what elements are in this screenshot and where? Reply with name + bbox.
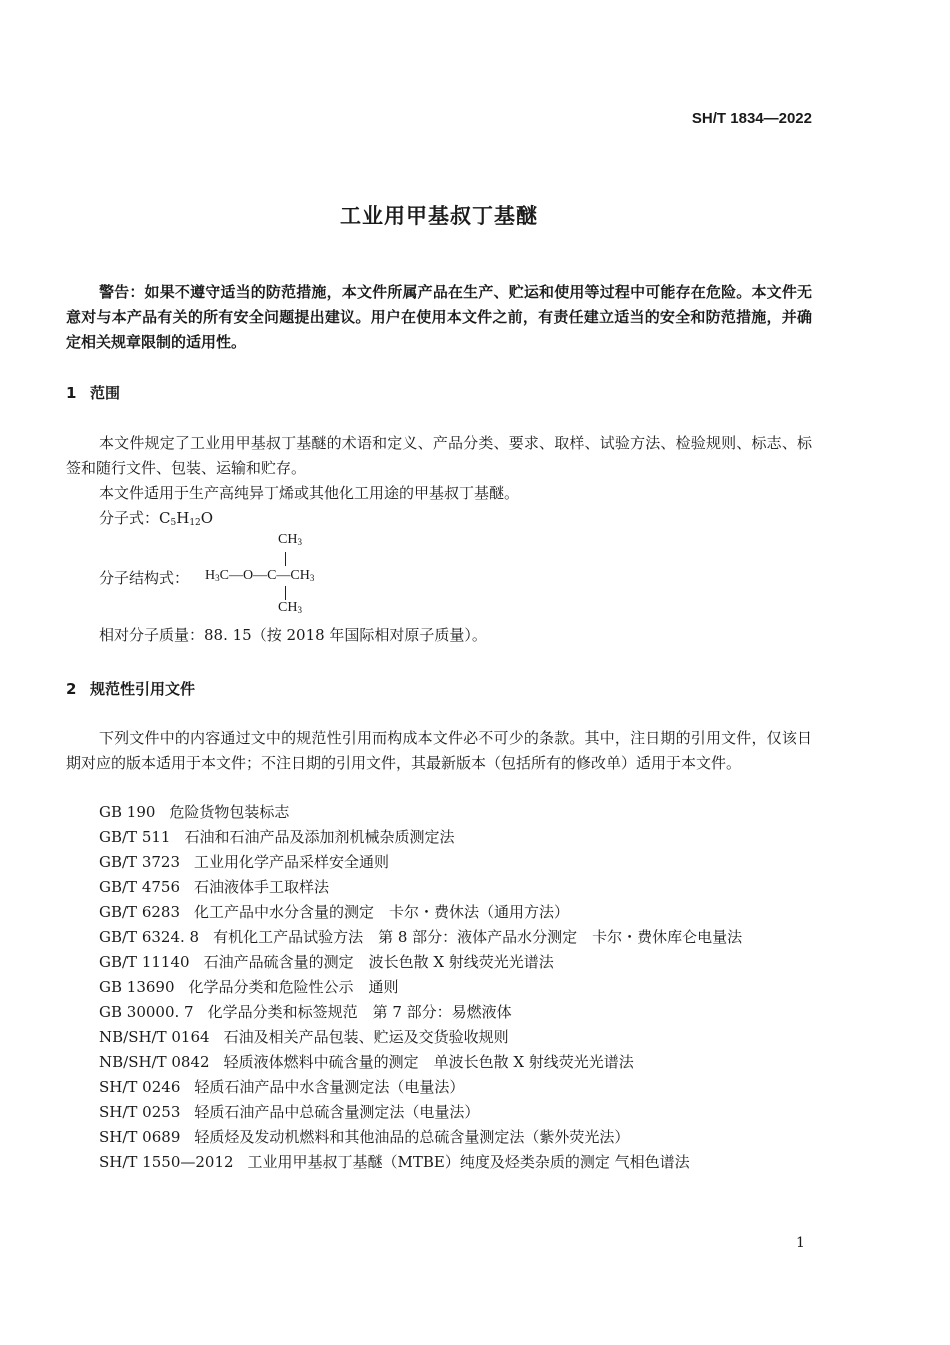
formula-h-sub: 12	[189, 518, 201, 528]
reference-item	[99, 1125, 742, 1150]
reference-code: GB/T 3723	[99, 853, 181, 871]
scope-paragraph-1: 本文件规定了工业用甲基叔丁基醚的术语和定义、产品分类、要求、取样、试验方法、检验规则、标志、标签和随行文件、包装、运输和贮存。	[66, 434, 812, 477]
molecular-formula	[99, 508, 213, 533]
reference-title: 石油产品硫含量的测定 波长色散 X 射线荧光光谱法	[203, 953, 554, 971]
reference-title: 石油及相关产品包装、贮运及交货验收规则	[223, 1028, 509, 1046]
reference-code: GB 13690	[99, 978, 175, 996]
reference-item	[99, 825, 742, 850]
reference-item	[99, 925, 742, 950]
document-title: 工业用甲基叔丁基醚	[340, 204, 538, 228]
reference-item	[99, 800, 742, 825]
reference-item	[99, 1075, 742, 1100]
warning-paragraph: 警告：如果不遵守适当的防范措施，本文件所属产品在生产、贮运和使用等过程中可能存在危险。本文件无意对与本产品有关的所有安全问题提出建议。用户在使用本文件之前，有责任建立适当的安全和防范措施，并确定相关规章限制的适用性。	[66, 283, 812, 351]
structure-bottom-methyl: $CH_3$	[278, 600, 302, 615]
reference-item	[99, 875, 742, 900]
reference-item	[99, 1100, 742, 1125]
structure-top-methyl: $CH_3$	[278, 532, 302, 547]
reference-list	[99, 800, 742, 1175]
reference-item	[99, 950, 742, 975]
reference-item	[99, 1025, 742, 1050]
reference-item	[99, 1000, 742, 1025]
reference-code: GB/T 4756	[99, 878, 181, 896]
reference-code: NB/SH/T 0164	[99, 1028, 210, 1046]
reference-title: 轻质液体燃料中硫含量的测定 单波长色散 X 射线荧光光谱法	[223, 1053, 634, 1071]
reference-title: 石油液体手工取样法	[194, 878, 330, 896]
formula-c-sub: 5	[170, 518, 177, 528]
formula-h: H	[176, 509, 190, 527]
reference-code: SH/T 0253	[99, 1103, 181, 1121]
structure-main-chain: $H_3C—O—C—CH_3$	[205, 568, 315, 583]
section-2-heading	[66, 678, 195, 699]
document-code: SH/T 1834—2022	[691, 110, 812, 127]
reference-code: NB/SH/T 0842	[99, 1053, 210, 1071]
molecular-mass: 相对分子质量：88. 15（按 2018 年国际相对原子质量）。	[99, 626, 487, 644]
formula-c: C	[159, 509, 171, 527]
reference-title: 石油和石油产品及添加剂机械杂质测定法	[184, 828, 455, 846]
references-intro: 下列文件中的内容通过文中的规范性引用而构成本文件必不可少的条款。其中，注日期的引用文件，仅该日期对应的版本适用于本文件；不注日期的引用文件，其最新版本（包括所有的修改单）适用于本文件。	[66, 729, 812, 772]
reference-title: 轻质石油产品中水含量测定法（电量法）	[194, 1078, 465, 1096]
reference-code: SH/T 1550—2012	[99, 1153, 234, 1171]
reference-title: 工业用化学产品采样安全通则	[194, 853, 390, 871]
section-1-title: 范围	[90, 384, 121, 402]
structural-formula	[205, 532, 365, 620]
reference-item	[99, 975, 742, 1000]
structure-top-bond	[285, 552, 286, 566]
section-1-heading	[66, 382, 120, 403]
reference-code: GB 190	[99, 803, 156, 821]
reference-title: 化学品分类和危险性公示 通则	[188, 978, 399, 996]
reference-code: GB/T 11140	[99, 953, 190, 971]
structure-bottom-bond	[285, 586, 286, 600]
reference-code: GB 30000. 7	[99, 1003, 194, 1021]
reference-title: 轻质烃及发动机燃料和其他油品的总硫含量测定法（紫外荧光法）	[194, 1128, 630, 1146]
reference-code: SH/T 0246	[99, 1078, 181, 1096]
reference-title: 轻质石油产品中总硫含量测定法（电量法）	[194, 1103, 480, 1121]
reference-title: 化工产品中水分含量的测定 卡尔・费休法（通用方法）	[194, 903, 570, 921]
section-2-number: 2	[66, 680, 77, 698]
section-1-number: 1	[66, 384, 77, 402]
reference-item	[99, 900, 742, 925]
scope-paragraph-2: 本文件适用于生产高纯异丁烯或其他化工用途的甲基叔丁基醚。	[99, 484, 520, 502]
reference-title: 工业用甲基叔丁基醚（MTBE）纯度及烃类杂质的测定 气相色谱法	[247, 1153, 690, 1171]
reference-code: GB/T 6283	[99, 903, 181, 921]
reference-code: GB/T 6324. 8	[99, 928, 200, 946]
reference-title: 危险货物包装标志	[169, 803, 290, 821]
reference-item	[99, 850, 742, 875]
reference-code: GB/T 511	[99, 828, 171, 846]
structure-label: 分子结构式：	[99, 569, 190, 587]
page-number: 1	[796, 1235, 805, 1251]
molecular-formula-label: 分子式：	[99, 509, 160, 527]
reference-title: 化学品分类和标签规范 第 7 部分：易燃液体	[207, 1003, 512, 1021]
section-2-title: 规范性引用文件	[90, 680, 196, 698]
reference-title: 有机化工产品试验方法 第 8 部分：液体产品水分测定 卡尔・费休库仑电量法	[213, 928, 743, 946]
reference-item	[99, 1050, 742, 1075]
formula-o: O	[200, 509, 214, 527]
reference-item	[99, 1150, 742, 1175]
reference-code: SH/T 0689	[99, 1128, 181, 1146]
